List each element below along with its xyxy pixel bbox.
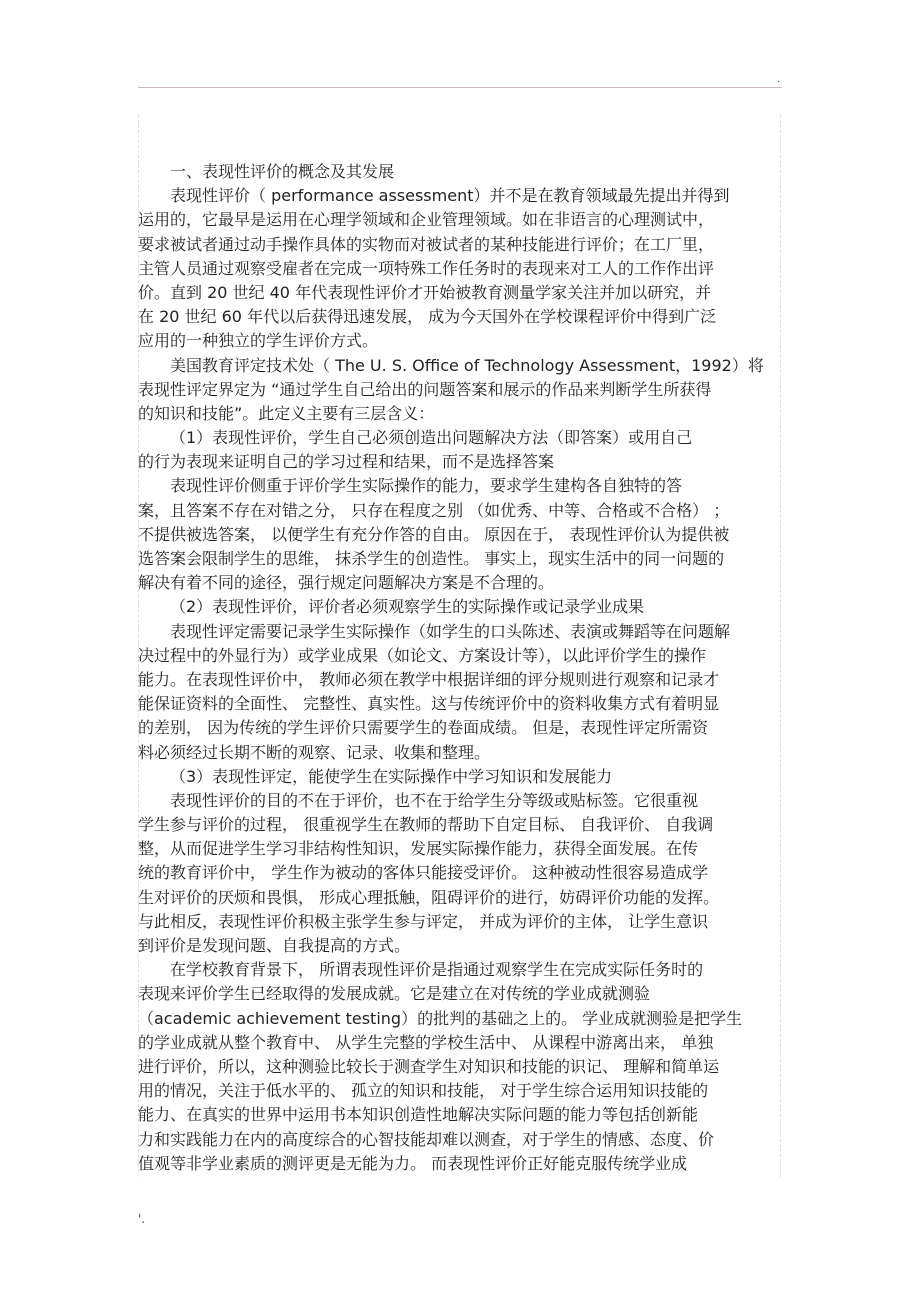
paragraph bbox=[138, 354, 788, 427]
text-line: 用的情况，关注于低水平的、 孤立的知识和技能， 对于学生综合运用知识技能的 bbox=[138, 1081, 709, 1101]
text-line: 值观等非学业素质的测评更是无能为力。 而表现性评价正好能克服传统学业成 bbox=[138, 1153, 688, 1173]
document-body bbox=[138, 160, 788, 1176]
text-line: 整，从而促进学生学习非结构性知识，发展实际操作能力，获得全面发展。在传 bbox=[138, 839, 699, 859]
paragraph bbox=[138, 474, 788, 595]
text-line: 一、表现性评价的概念及其发展 bbox=[170, 162, 395, 181]
header-mark: . bbox=[777, 74, 781, 85]
text-line: 统的教育评价中， 学生作为被动的客体只能接受评价。 这种被动性很容易造成学 bbox=[138, 863, 709, 883]
text-line: 案，且答案不存在对错之分， 只存在程度之别 （如优秀、中等、合格或不合格） ； bbox=[138, 500, 730, 520]
section-heading bbox=[138, 160, 788, 184]
paragraph bbox=[138, 765, 788, 789]
paragraph bbox=[138, 184, 788, 353]
text-line: 运用的，它最早是运用在心理学领域和企业管理领域。如在非语言的心理测试中， bbox=[138, 210, 715, 230]
text-line: 美国教育评定技术处（ The U. S. Office of Technology Assessment，1992）将 bbox=[170, 355, 764, 375]
text-line: 表现性评价（ performance assessment）并不是在教育领域最先提出并得到 bbox=[170, 186, 730, 206]
text-line: 能力、在真实的世界中运用书本知识创造性地解决实际问题的能力等包括创新能 bbox=[138, 1105, 699, 1125]
header-rule bbox=[138, 87, 782, 88]
text-line: 的行为表现来证明自己的学习过程和结果，而不是选择答案 bbox=[138, 452, 555, 472]
text-line: 在学校教育背景下， 所谓表现性评价是指通过观察学生在完成实际任务时的 bbox=[170, 960, 704, 980]
text-line: （1）表现性评价，学生自己必须创造出问题解决方法（即答案）或用自己 bbox=[170, 428, 693, 448]
text-line: 在 20 世纪 60 年代以后获得迅速发展， 成为今天国外在学校课程评价中得到广泛 bbox=[138, 307, 717, 327]
text-line: 决过程中的外显行为）或学业成果（如论文、方案设计等），以此评价学生的操作 bbox=[138, 645, 707, 665]
text-line: 到评价是发现问题、自我提高的方式。 bbox=[138, 936, 411, 955]
text-line: （2）表现性评价，评价者必须观察学生的实际操作或记录学业成果 bbox=[170, 597, 645, 617]
text-line: （3）表现性评定，能使学生在实际操作中学习知识和发展能力 bbox=[170, 766, 613, 786]
text-line: 选答案会限制学生的思维， 抹杀学生的创造性。 事实上，现实生活中的同一问题的 bbox=[138, 549, 725, 568]
text-line: 应用的一种独立的学生评价方式。 bbox=[138, 331, 379, 351]
text-line: 表现性评定界定为 “通过学生自己给出的问题答案和展示的作品来判断学生所获得 bbox=[138, 379, 712, 399]
paragraph bbox=[138, 595, 788, 619]
text-line: （academic achievement testing）的批判的基础之上的。 学业成就测验是把学生 bbox=[138, 1008, 743, 1028]
paragraph bbox=[138, 426, 788, 474]
text-line: 与此相反，表现性评价积极主张学生参与评定， 并成为评价的主体， 让学生意识 bbox=[138, 911, 709, 931]
text-line: 价。直到 20 世纪 40 年代表现性评价才开始被教育测量学家关注并加以研究，并 bbox=[138, 282, 712, 302]
text-line: 的差别， 因为传统的学生评价只需要学生的卷面成绩。 但是，表现性评定所需资 bbox=[138, 718, 709, 738]
text-line: 主管人员通过观察受雇者在完成一项特殊工作任务时的表现来对工人的工作作出评 bbox=[138, 258, 715, 278]
text-line: 表现来评价学生已经取得的发展成就。它是建立在对传统的学业成就测验 bbox=[138, 984, 651, 1004]
text-line: 能力。在表现性评价中， 教师必须在教学中根据详细的评分规则进行观察和记录才 bbox=[138, 669, 720, 689]
text-line: 生对评价的厌烦和畏惧， 形成心理抵触，阻碍评价的进行，妨碍评价功能的发挥。 bbox=[138, 887, 720, 907]
footer-mark: '. bbox=[138, 1212, 146, 1226]
text-line: 表现性评定需要记录学生实际操作（如学生的口头陈述、表演或舞蹈等在问题解 bbox=[170, 621, 731, 641]
text-line: 力和实践能力在内的高度综合的心智技能却难以测查，对于学生的情感、态度、价 bbox=[138, 1129, 715, 1149]
text-line: 不提供被选答案， 以便学生有充分作答的自由。 原因在于， 表现性评价认为提供被 bbox=[138, 524, 730, 544]
paragraph bbox=[138, 789, 788, 958]
text-line: 能保证资料的全面性、 完整性、真实性。这与传统评价中的资料收集方式有着明显 bbox=[138, 694, 720, 714]
text-line: 表现性评价的目的不在于评价，也不在于给学生分等级或贴标签。它很重视 bbox=[170, 790, 699, 810]
text-line: 的学业成就从整个教育中、 从学生完整的学校生活中、 从课程中游离出来， 单独 bbox=[138, 1032, 714, 1052]
paragraph bbox=[138, 958, 788, 1176]
text-line: 表现性评价侧重于评价学生实际操作的能力，要求学生建构各自独特的答 bbox=[170, 476, 683, 496]
text-line: 要求被试者通过动手操作具体的实物而对被试者的某种技能进行评价；在工厂里， bbox=[138, 234, 715, 254]
text-line: 解决有着不同的途径，强行规定问题解决方案是不合理的。 bbox=[138, 573, 555, 593]
text-line: 的知识和技能”。此定义主要有三层含义： bbox=[138, 403, 435, 423]
text-line: 料必须经过长期不断的观察、记录、收集和整理。 bbox=[138, 742, 491, 762]
text-line: 学生参与评价的过程， 很重视学生在教师的帮助下自定目标、 自我评价、 自我调 bbox=[138, 815, 714, 835]
paragraph bbox=[138, 620, 788, 765]
text-line: 进行评价，所以，这种测验比较长于测查学生对知识和技能的识记、 理解和简单运 bbox=[138, 1056, 720, 1076]
